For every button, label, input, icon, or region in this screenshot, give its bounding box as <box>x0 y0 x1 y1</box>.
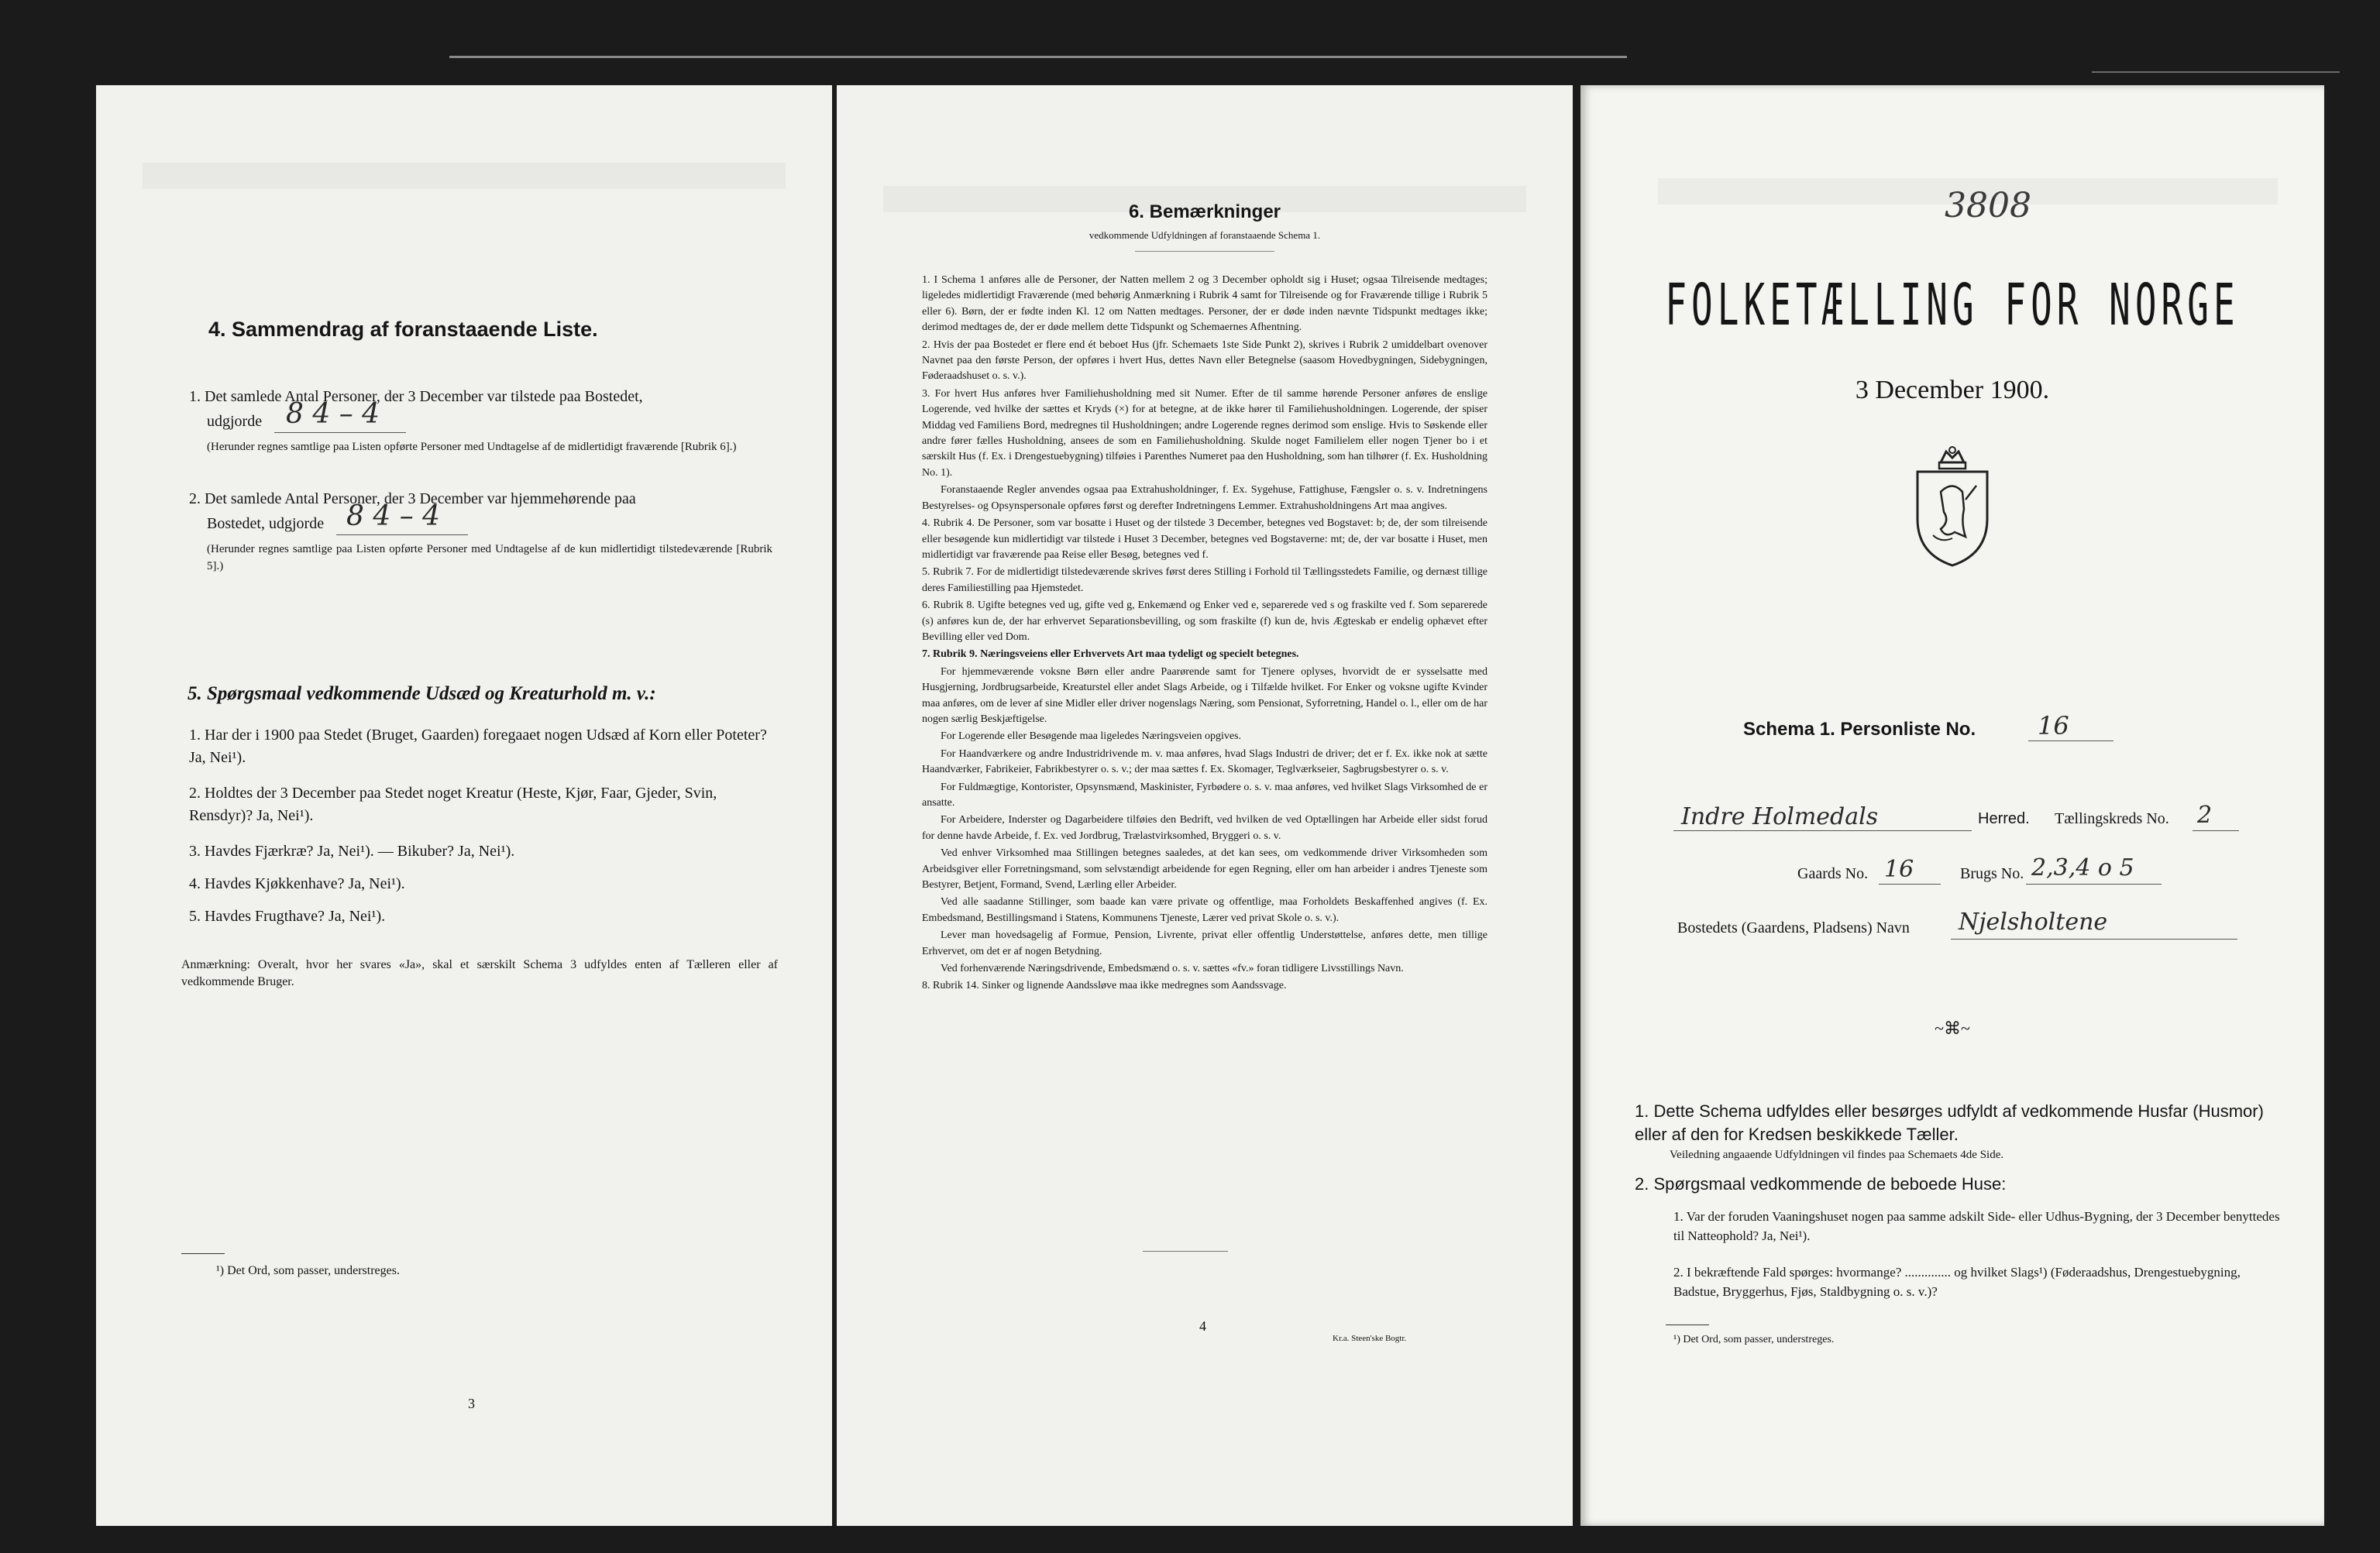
section5-q3: 3. Havdes Fjærkræ? Ja, Nei¹). — Bikuber? Ja, Nei¹). <box>189 843 515 860</box>
section5-q2: 2. Holdtes der 3 December paa Stedet noget Kreatur (Heste, Kjør, Faar, Gjeder, Svin, Rensdyr)? Ja, Nei¹). <box>189 785 717 824</box>
remark-7h: Lever man hovedsagelig af Formue, Pension, Livrente, privat eller offentlig Understøttelse, anføres dette, men tillige Erhvervet, om det er af nogen Betydning. <box>922 929 1488 957</box>
section4-item2-value: 8 4 – 4 <box>346 500 441 532</box>
bleed-through <box>143 163 786 189</box>
schema-value: 16 <box>2038 711 2069 740</box>
answer-line <box>1879 884 1941 885</box>
section4-item2: 2. Det samlede Antal Personer, der 3 December var hjemmehørende paa <box>189 490 636 507</box>
remark-8: 8. Rubrik 14. Sinker og lignende Aandssløve maa ikke medregnes som Aandssvage. <box>922 980 1287 992</box>
census-date: 3 December 1900. <box>1855 376 2050 404</box>
footnote: ¹) Det Ord, som passer, understreges. <box>216 1264 400 1277</box>
remarks-subtitle: vedkommende Udfyldningen af foranstaaende Schema 1. <box>1089 229 1321 241</box>
section4-item1: 1. Det samlede Antal Personer, der 3 December var tilstede paa Bostedet, <box>189 388 643 405</box>
remark-2: 2. Hvis der paa Bostedet er flere end ét beboet Hus (jfr. Schemaets 1ste Side Punkt 2), skrives i Rubrik 2 umiddelbart ovenover Navnet paa den første Person, der opføres i hvert Hus, dettes Navn eller Betegnelse (saasom Hovedbygningen, Sidebygningen, Føderaadshuset o. s. v.). <box>922 338 1488 383</box>
building-question-2: 2. I bekræftende Fald spørges: hvormange? .............. og hvilket Slags¹) (Føderaadshus, Drengestuebygning, Badstue, Bryggerhus, Fjøs, Staldbygning o. s. v.)? <box>1673 1265 2241 1299</box>
page-number: 4 <box>1199 1318 1206 1334</box>
remarks-title: 6. Bemærkninger <box>1128 201 1281 222</box>
section4-item2-label: Bostedet, udgjorde <box>207 515 325 532</box>
gaards-label: Gaards No. <box>1797 865 1869 882</box>
section5-q5: 5. Havdes Frugthave? Ja, Nei¹). <box>189 908 386 925</box>
section4-item2-note: (Herunder regnes samtlige paa Listen opførte Personer med Undtagelse af de kun midlertidigt tilstedeværende [Rubrik 5].) <box>207 543 772 572</box>
remarks-title-rule <box>1135 251 1274 252</box>
section4-item1-note: (Herunder regnes samtlige paa Listen opførte Personer med Undtagelse af de midlertidigt fraværende [Rubrik 6].) <box>207 441 737 453</box>
page-middle <box>837 85 1573 1526</box>
instruction-2: 2. Spørgsmaal vedkommende de beboede Huse: <box>1635 1174 2007 1194</box>
remark-7d: For Fuldmægtige, Kontorister, Opsynsmænd, Maskinister, Fyrbødere o. s. v. maa anføres, ved hvilket Slags Virksomhed de er ansatte. <box>922 781 1488 809</box>
section4-title: 4. Sammendrag af foranstaaende Liste. <box>208 318 598 341</box>
footnote-rule <box>181 1253 225 1254</box>
section4-item1-label: udgjorde <box>207 413 263 430</box>
ornament: ~⌘~ <box>1935 1019 1970 1038</box>
herred-value: Indre Holmedals <box>1681 803 1879 830</box>
section5-remark: Anmærkning: Overalt, hvor her svares «Ja», skal et særskilt Schema 3 udfyldes enten af Tælleren eller af vedkommende Bruger. <box>181 958 778 988</box>
end-rule <box>1143 1251 1228 1252</box>
coat-of-arms-icon <box>1910 445 1995 569</box>
section4-item1-value: 8 4 – 4 <box>286 398 380 430</box>
answer-line <box>2028 740 2113 741</box>
brugs-label: Brugs No. <box>1960 865 2024 882</box>
section5-q1: 1. Har der i 1900 paa Stedet (Bruget, Gaarden) foregaaet nogen Udsæd af Korn eller Poteter? Ja, Nei¹). <box>189 727 767 766</box>
top-edge-shadow-right <box>2092 71 2340 73</box>
footnote: ¹) Det Ord, som passer, understreges. <box>1673 1334 1835 1345</box>
archive-number: 3808 <box>1945 186 2031 225</box>
document-title: FOLKETÆLLING FOR NORGE <box>1665 271 2240 338</box>
answer-line <box>336 534 468 535</box>
remark-7: 7. Rubrik 9. Næringsveiens eller Erhvervets Art maa tydeligt og specielt betegnes. <box>922 648 1299 661</box>
printer-imprint: Kr.a. Steen'ske Bogtr. <box>1333 1334 1407 1343</box>
page-number: 3 <box>468 1396 475 1411</box>
instruction-1: 1. Dette Schema udfyldes eller besørges udfyldt af vedkommende Husfar (Husmor) eller af den for Kredsen beskikkede Tæller. <box>1635 1101 2264 1144</box>
building-question-1: 1. Var der foruden Vaaningshuset nogen paa samme adskilt Side- eller Udhus-Bygning, der 3 December benyttedes til Natteophold? Ja, Nei¹). <box>1673 1209 2280 1243</box>
answer-line <box>2193 830 2239 831</box>
remark-1: 1. I Schema 1 anføres alle de Personer, der Natten mellem 2 og 3 December opholdt sig i Huset; ogsaa Tilreisende medtages; ligeledes midlertidigt Fraværende (med behørig Anmærkning i Rubrik 4 samt for Tilreisende og for Fraværende tillige i Rubrik 5 eller 6). Børn, der er fødte inden Kl. 12 om Natten medtages. Personer, der er døde inden nævnte Tidspunkt medtages ikke; derimod medtages de, der er døde mellem dette Tidspunkt og Schemaernes Afhentning. <box>922 274 1488 334</box>
remark-7a: For hjemmeværende voksne Børn eller andre Paarørende samt for Tjenere oplyses, hvorvidt de er sysselsatte med Husgjerning, Jordbrugsarbeide, Kreaturstel eller andet Slags Arbeide, og i Tilfælde hvilket. For Enker og voksne ugifte Kvinder maa anføres, om de lever af sine Midler eller driver nogenslags Næring, som Pensionat, Syforretning, Handel o. l., eller om de har nogen særlig Beskjæftigelse. <box>922 665 1488 725</box>
remark-7f: Ved enhver Virksomhed maa Stillingen betegnes saaledes, at det kan sees, om vedkommende driver Virksomheden som Arbeidsgiver eller Forretningsmand, som selvstændigt arbeidende for egen Regning, eller om han arbeider i andres Tjeneste som Bestyrer, Betjent, Formand, Svend, Lærling eller Arbeider. <box>922 847 1488 892</box>
top-edge-shadow <box>449 56 1627 58</box>
remark-3: 3. For hvert Hus anføres hver Familiehusholdning med sit Numer. Efter de til samme hørende Personer anføres de enslige Logerende, ved hvilke der sættes et Kryds (×) for at betegne, at de ikke hører til Familiehusholdningen. Logerende, der spiser Middag ved Familiens Bord, medregnes til Husholdningen; andre Logerende regnes derimod som enslige. Hvis to Søskende eller andre fører fælles Husholdning, ansees de som en Familiehusholdning. Skulde noget Familielem eller nogen Tjener bo i et særskilt Hus (f. Ex. i Drengestuebygning) tilføies i Parenthes Numeret paa den Husholdning, som han tilhører (f. Ex. Husholdning No. 1). <box>922 387 1488 479</box>
answer-line <box>274 432 406 433</box>
brugs-value: 2,3,4 o 5 <box>2031 854 2134 881</box>
schema-label: Schema 1. Personliste No. <box>1743 719 1976 740</box>
kreds-value: 2 <box>2197 802 2213 829</box>
bosted-label: Bostedets (Gaardens, Pladsens) Navn <box>1677 919 1910 936</box>
page-left <box>96 85 832 1526</box>
page-right <box>1580 85 2324 1526</box>
remark-7i: Ved forhenværende Næringsdrivende, Embedsmænd o. s. v. sættes «fv.» foran tidligere Livsstillings Navn. <box>941 963 1404 975</box>
remark-5: 5. Rubrik 7. For de midlertidigt tilstedeværende skrives først deres Stilling i Forhold til Tællingsstedets Familie, og dernæst tillige deres Familiestilling paa Hjemstedet. <box>922 566 1488 594</box>
section5-q4: 4. Havdes Kjøkkenhave? Ja, Nei¹). <box>189 875 405 892</box>
instruction-1-note: Veiledning angaaende Udfyldningen vil findes paa Schemaets 4de Side. <box>1670 1149 2004 1161</box>
section5-title: 5. Spørgsmaal vedkommende Udsæd og Kreaturhold m. v.: <box>187 683 656 704</box>
gaards-value: 16 <box>1884 856 1914 883</box>
remark-4: 4. Rubrik 4. De Personer, som var bosatte i Huset og der tilstede 3 December, betegnes ved Bogstavet: b; de, der som tilreisende eller besøgende kun midlertidigt var tilstede i Huset 3 December, betegnes ved Bogstaverne: mt; de, der var bosatte i Huset, men midlertidigt var fraværende paa Reise eller Besøg, betegnes ved f. <box>922 517 1488 561</box>
remark-6: 6. Rubrik 8. Ugifte betegnes ved ug, gifte ved g, Enkemænd og Enker ved e, separerede ved s og fraskilte ved f. Som separerede (s) anføres kun de, der har erhvervet Separationsbevilling, og som fraskilte (f) kun de, hvis Ægteskab er endelig ophævet efter Bevilling eller ved Dom. <box>922 600 1488 643</box>
answer-line <box>1673 830 1972 831</box>
remark-7b: For Logerende eller Besøgende maa ligeledes Næringsveien opgives. <box>941 730 1241 743</box>
bosted-value: Njelsholtene <box>1959 909 2108 936</box>
kreds-label: Tællingskreds No. <box>2055 810 2169 827</box>
remark-7c: For Haandværkere og andre Industridrivende m. v. maa anføres, hvad Slags Industri de driver; det er f. Ex. ikke nok at sætte Haandværker, Fabrikeier, Fabrikbestyrer o. s. v.; der maa sættes f. Ex. Skomager, Teglværkseier, Sagbrugsbestyrer o. s. v. <box>922 747 1488 776</box>
answer-line <box>1951 939 2237 940</box>
remark-3b: Foranstaaende Regler anvendes ogsaa paa Extrahusholdninger, f. Ex. Sygehuse, Fattighuse, Fængsler o. s. v. Indretningens Bestyrelses- og Opsynspersonale opføres først og derefter Indretningens Lemmer. Extrahusholdningens Art maa angives. <box>922 484 1488 512</box>
remark-7g: Ved alle saadanne Stillinger, som baade kan være private og offentlige, maa Forholdets Beskaffenhed angives (f. Ex. Embedsmand, Bestillingsmand i Statens, Kommunens Tjeneste, Lærer ved privat Skole o. s. v.). <box>922 896 1488 924</box>
remarks-list <box>922 273 1488 996</box>
answer-line <box>2026 884 2162 885</box>
herred-label: Herred. <box>1978 810 2030 827</box>
remark-7e: For Arbeidere, Inderster og Dagarbeidere tilføies den Bedrift, ved hvilken de ved Optællingen har Arbeide eller sidst forud for denne havde Arbeide, f. Ex. ved Jordbrug, Trælastvirksomhed, Bryggeri o. s. v. <box>922 814 1488 842</box>
